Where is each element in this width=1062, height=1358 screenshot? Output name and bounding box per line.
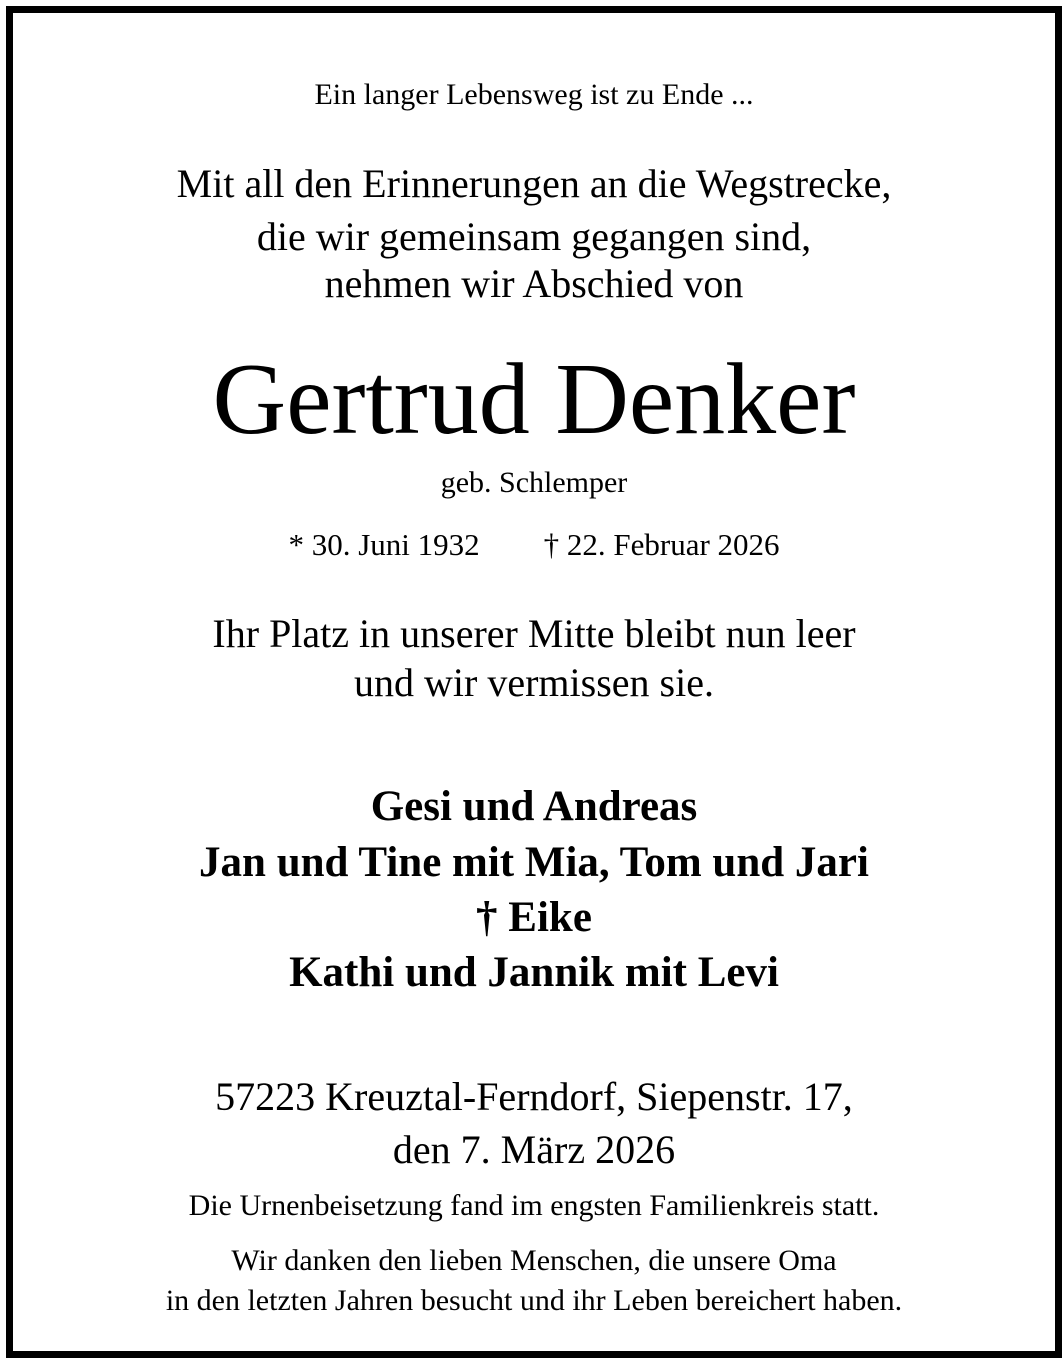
- address-line: 57223 Kreuztal-Ferndorf, Siepenstr. 17,: [215, 1074, 853, 1119]
- date-line: den 7. März 2026: [392, 1127, 676, 1172]
- birth-date: * 30. Juni 1932: [288, 527, 480, 562]
- intro-line: Ein langer Lebensweg ist zu Ende ...: [314, 78, 754, 111]
- birth-name: geb. Schlemper: [440, 466, 628, 499]
- quote-line-1: Ihr Platz in unserer Mitte bleibt nun leer: [212, 611, 856, 656]
- verse-line-2: die wir gemeinsam gegangen sind,: [256, 214, 812, 259]
- deceased-name: Gertrud Denker: [212, 343, 856, 456]
- thanks-line-1: Wir danken den lieben Menschen, die unsere Oma: [231, 1244, 837, 1277]
- burial-note: Die Urnenbeisetzung fand im engsten Familienkreis statt.: [188, 1189, 880, 1222]
- verse-line-3: nehmen wir Abschied von: [324, 261, 744, 306]
- family-line-4: Kathi und Jannik mit Levi: [289, 949, 779, 996]
- death-date: † 22. Februar 2026: [543, 527, 780, 562]
- obituary-frame: [6, 6, 1062, 1358]
- family-line-2: Jan und Tine mit Mia, Tom und Jari: [199, 839, 869, 886]
- verse-line-1: Mit all den Erinnerungen an die Wegstrecke,: [176, 161, 892, 206]
- quote-line-2: und wir vermissen sie.: [354, 660, 714, 705]
- family-line-1: Gesi und Andreas: [370, 783, 698, 830]
- thanks-line-2: in den letzten Jahren besucht und ihr Leben bereichert haben.: [165, 1284, 903, 1317]
- life-dates: [13, 529, 1055, 560]
- family-line-3: † Eike: [476, 894, 592, 941]
